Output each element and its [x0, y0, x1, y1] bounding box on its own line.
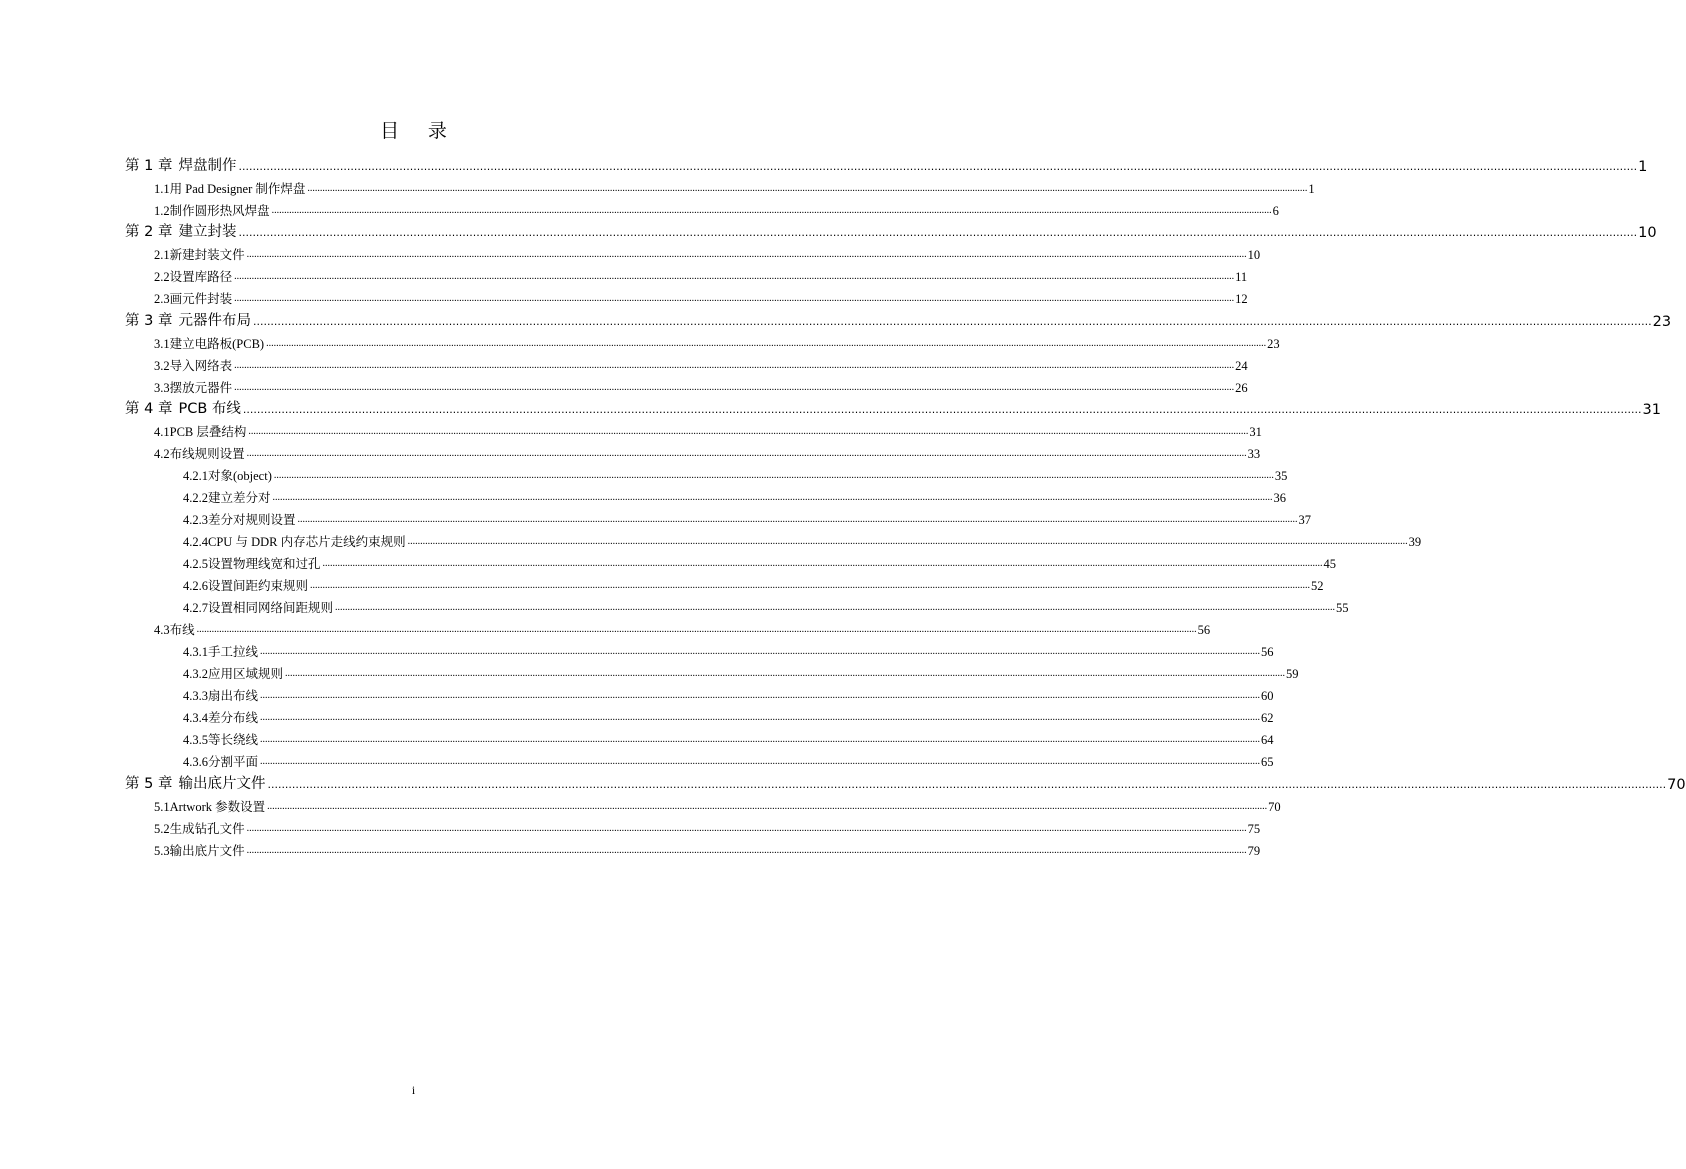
dot-leader: ................................................................................................................................................................................................................................................................................................................................................................................................................ — [260, 690, 1261, 701]
toc-entry-number: 4.3.2 — [183, 667, 208, 681]
toc-subsection-entry[interactable] — [125, 638, 1274, 660]
toc-subsection-entry[interactable] — [125, 550, 1337, 572]
dot-leader: ................................................................................................................................................................................................................................................................................................................................................................................................................ — [297, 514, 1298, 525]
toc-entry-page: 64 — [1261, 733, 1274, 747]
toc-entry-number: 4.1 — [154, 425, 170, 439]
dot-leader: ................................................................................................................................................................................................................................................................................................................................................................................................................ — [246, 844, 1247, 856]
toc-entry-page: 12 — [1235, 292, 1248, 306]
toc-entry-page: 62 — [1261, 711, 1274, 725]
toc-section-entry[interactable] — [125, 374, 1248, 396]
dot-leader: ................................................................................................................................................................................................................................................................................................................................................................................................................ — [248, 426, 1249, 437]
toc-subsection-entry[interactable] — [125, 572, 1324, 594]
toc-entry-number: 2.3 — [154, 292, 170, 306]
toc-entry-title: 导入网络表 — [169, 358, 233, 373]
toc-entry-number: 5.3 — [154, 843, 170, 858]
toc-entry-number: 第 3 章 — [125, 312, 173, 329]
toc-entry-page: 56 — [1197, 623, 1211, 637]
dot-leader: ................................................................................................................................................................................................................................................................................................................................................................................................................ — [238, 159, 1638, 173]
dot-leader: ................................................................................................................................................................................................................................................................................................................................................................................................................ — [234, 381, 1235, 393]
toc-entry-number: 4.2.5 — [183, 557, 208, 571]
toc-subsection-entry[interactable] — [125, 682, 1274, 704]
toc-entry-number: 5.1 — [154, 799, 170, 814]
toc-entry-page: 23 — [1652, 313, 1672, 330]
dot-leader: ................................................................................................................................................................................................................................................................................................................................................................................................................ — [246, 249, 1247, 260]
toc-entry-title: 设置物理线宽和过孔 — [208, 557, 321, 571]
table-of-contents — [125, 152, 1686, 859]
dot-leader: ................................................................................................................................................................................................................................................................................................................................................................................................................ — [407, 536, 1408, 547]
toc-section-entry[interactable] — [125, 197, 1279, 219]
page-title: 目 录 — [380, 121, 459, 142]
toc-entry-title: PCB 布线 — [178, 401, 241, 417]
toc-entry-title: 设置间距约束规则 — [208, 579, 309, 593]
toc-entry-page: 36 — [1273, 491, 1287, 505]
toc-section-entry[interactable] — [125, 352, 1248, 374]
toc-section-entry[interactable] — [125, 263, 1248, 285]
toc-entry-page: 33 — [1247, 447, 1261, 461]
toc-entry-page: 52 — [1311, 579, 1324, 593]
toc-subsection-entry[interactable] — [125, 726, 1274, 748]
toc-entry-title: CPU 与 DDR 内存芯片走线约束规则 — [208, 535, 406, 549]
dot-leader: ................................................................................................................................................................................................................................................................................................................................................................................................................ — [260, 712, 1261, 723]
toc-section-entry[interactable] — [125, 330, 1280, 352]
toc-entry-page: 59 — [1286, 667, 1299, 681]
page-number: i — [411, 1083, 416, 1097]
toc-entry-page: 37 — [1298, 513, 1312, 527]
toc-entry-number: 4.3 — [154, 623, 170, 637]
toc-section-entry[interactable] — [125, 815, 1261, 837]
toc-entry-page: 10 — [1638, 225, 1657, 241]
toc-entry-title: 设置相同网络间距规则 — [208, 601, 334, 615]
toc-entry-number: 4.3.3 — [183, 689, 208, 703]
toc-entry-title: 输出底片文件 — [178, 775, 266, 792]
toc-entry-title: 手工拉线 — [208, 645, 259, 659]
toc-entry-number: 4.3.6 — [183, 755, 208, 769]
toc-entry-title: 焊盘制作 — [178, 157, 237, 174]
toc-entry-number: 1.1 — [154, 181, 170, 196]
toc-entry-page: 11 — [1235, 270, 1248, 284]
toc-entry-title: 输出底片文件 — [169, 843, 245, 858]
dot-leader: ................................................................................................................................................................................................................................................................................................................................................................................................................ — [234, 293, 1235, 304]
toc-subsection-entry[interactable] — [125, 660, 1299, 682]
toc-entry-title: 设置库路径 — [169, 270, 233, 284]
toc-entry-title: Artwork 参数设置 — [169, 799, 266, 814]
toc-section-entry[interactable] — [125, 616, 1211, 638]
toc-entry-number: 5.2 — [154, 821, 170, 836]
toc-entry-title: 应用区域规则 — [208, 667, 284, 681]
toc-entry-page: 1 — [1308, 181, 1315, 196]
toc-section-entry[interactable] — [125, 285, 1248, 307]
toc-entry-page: 24 — [1235, 358, 1248, 373]
toc-entry-page: 35 — [1274, 469, 1288, 483]
toc-entry-page: 65 — [1261, 755, 1274, 769]
dot-leader: ................................................................................................................................................................................................................................................................................................................................................................................................................ — [196, 624, 1197, 635]
toc-entry-page: 6 — [1272, 203, 1279, 218]
toc-entry-number: 4.2.2 — [183, 491, 208, 505]
dot-leader: ................................................................................................................................................................................................................................................................................................................................................................................................................ — [242, 403, 1642, 416]
dot-leader: ................................................................................................................................................................................................................................................................................................................................................................................................................ — [260, 734, 1261, 745]
toc-entry-title: 建立封装 — [178, 224, 237, 240]
dot-leader: ................................................................................................................................................................................................................................................................................................................................................................................................................ — [260, 646, 1261, 657]
toc-entry-number: 4.2.4 — [183, 535, 208, 549]
toc-entry-page: 1 — [1638, 158, 1648, 175]
toc-entry-number: 4.3.1 — [183, 645, 208, 659]
toc-entry-page: 75 — [1247, 821, 1261, 836]
toc-entry-title: 生成钻孔文件 — [169, 821, 245, 836]
toc-entry-title: 扇出布线 — [208, 689, 259, 703]
toc-subsection-entry[interactable] — [125, 484, 1287, 506]
toc-entry-number: 1.2 — [154, 203, 170, 218]
toc-section-entry[interactable] — [125, 793, 1281, 815]
toc-entry-title: 分割平面 — [208, 755, 259, 769]
dot-leader: ................................................................................................................................................................................................................................................................................................................................................................................................................ — [252, 314, 1652, 328]
toc-entry-title: 布线 — [169, 623, 195, 637]
toc-entry-title: 对象(object) — [208, 469, 272, 483]
toc-entry-title: 差分对规则设置 — [208, 513, 296, 527]
toc-section-entry[interactable] — [125, 837, 1261, 859]
toc-entry-page: 60 — [1261, 689, 1274, 703]
dot-leader: ................................................................................................................................................................................................................................................................................................................................................................................................................ — [238, 226, 1638, 239]
dot-leader: ................................................................................................................................................................................................................................................................................................................................................................................................................ — [272, 492, 1273, 503]
toc-entry-number: 3.3 — [154, 380, 170, 395]
toc-subsection-entry[interactable] — [125, 704, 1274, 726]
toc-section-entry[interactable] — [125, 440, 1261, 462]
dot-leader: ................................................................................................................................................................................................................................................................................................................................................................................................................ — [335, 602, 1336, 613]
toc-chapter-entry[interactable] — [125, 307, 1672, 330]
toc-entry-number: 第 5 章 — [125, 775, 173, 792]
toc-subsection-entry[interactable] — [125, 748, 1274, 770]
dot-leader: ................................................................................................................................................................................................................................................................................................................................................................................................................ — [271, 204, 1272, 216]
toc-entry-title: 画元件封装 — [169, 292, 233, 306]
toc-entry-title: 摆放元器件 — [169, 380, 233, 395]
toc-entry-number: 4.3.4 — [183, 711, 208, 725]
dot-leader: ................................................................................................................................................................................................................................................................................................................................................................................................................ — [234, 359, 1235, 371]
toc-subsection-entry[interactable] — [125, 594, 1349, 616]
toc-entry-number: 3.2 — [154, 358, 170, 373]
toc-entry-page: 79 — [1247, 843, 1261, 858]
toc-entry-number: 4.2.7 — [183, 601, 208, 615]
toc-subsection-entry[interactable] — [125, 528, 1422, 550]
dot-leader: ................................................................................................................................................................................................................................................................................................................................................................................................................ — [322, 558, 1323, 569]
toc-entry-page: 10 — [1247, 248, 1261, 262]
toc-chapter-entry[interactable] — [125, 770, 1686, 793]
toc-entry-title: 差分布线 — [208, 711, 259, 725]
toc-section-entry[interactable] — [125, 175, 1315, 197]
toc-chapter-entry[interactable] — [125, 152, 1648, 175]
toc-entry-page: 70 — [1667, 776, 1686, 793]
toc-entry-page: 31 — [1642, 402, 1661, 418]
toc-subsection-entry[interactable] — [125, 506, 1312, 528]
toc-section-entry[interactable] — [125, 418, 1262, 440]
toc-entry-page: 23 — [1267, 336, 1280, 351]
toc-entry-number: 第 1 章 — [125, 157, 173, 174]
toc-entry-number: 4.2.1 — [183, 469, 208, 483]
toc-entry-page: 70 — [1268, 799, 1281, 814]
toc-entry-number: 4.2 — [154, 447, 170, 461]
toc-chapter-entry[interactable] — [125, 396, 1661, 419]
toc-entry-title: 布线规则设置 — [169, 447, 245, 461]
dot-leader: ................................................................................................................................................................................................................................................................................................................................................................................................................ — [266, 337, 1267, 349]
toc-entry-number: 2.2 — [154, 270, 170, 284]
dot-leader: ................................................................................................................................................................................................................................................................................................................................................................................................................ — [267, 777, 1667, 791]
toc-entry-title: PCB 层叠结构 — [169, 425, 247, 439]
toc-subsection-entry[interactable] — [125, 462, 1288, 484]
dot-leader: ................................................................................................................................................................................................................................................................................................................................................................................................................ — [246, 822, 1247, 834]
toc-entry-title: 用 Pad Designer 制作焊盘 — [169, 181, 306, 196]
toc-section-entry[interactable] — [125, 241, 1261, 263]
toc-entry-number: 第 4 章 — [125, 401, 173, 417]
toc-entry-title: 等长绕线 — [208, 733, 259, 747]
toc-entry-page: 55 — [1336, 601, 1349, 615]
dot-leader: ................................................................................................................................................................................................................................................................................................................................................................................................................ — [310, 580, 1311, 591]
toc-entry-title: 建立电路板(PCB) — [169, 336, 265, 351]
toc-entry-number: 第 2 章 — [125, 224, 173, 240]
toc-entry-title: 元器件布局 — [178, 312, 251, 329]
toc-entry-number: 3.1 — [154, 336, 170, 351]
toc-entry-page: 56 — [1261, 645, 1274, 659]
toc-entry-page: 39 — [1408, 535, 1422, 549]
toc-entry-number: 4.2.3 — [183, 513, 208, 527]
dot-leader: ................................................................................................................................................................................................................................................................................................................................................................................................................ — [234, 271, 1235, 282]
toc-entry-number: 4.2.6 — [183, 579, 208, 593]
dot-leader: ................................................................................................................................................................................................................................................................................................................................................................................................................ — [285, 668, 1286, 679]
toc-entry-number: 2.1 — [154, 248, 170, 262]
toc-chapter-entry[interactable] — [125, 219, 1657, 242]
toc-entry-title: 新建封装文件 — [169, 248, 245, 262]
dot-leader: ................................................................................................................................................................................................................................................................................................................................................................................................................ — [246, 448, 1247, 459]
toc-entry-page: 45 — [1323, 557, 1337, 571]
dot-leader: ................................................................................................................................................................................................................................................................................................................................................................................................................ — [260, 756, 1261, 767]
dot-leader: ................................................................................................................................................................................................................................................................................................................................................................................................................ — [267, 800, 1268, 812]
toc-entry-number: 4.3.5 — [183, 733, 208, 747]
toc-entry-page: 31 — [1249, 425, 1262, 439]
toc-entry-page: 26 — [1235, 380, 1248, 395]
dot-leader: ................................................................................................................................................................................................................................................................................................................................................................................................................ — [273, 470, 1274, 481]
toc-entry-title: 制作圆形热风焊盘 — [169, 203, 270, 218]
dot-leader: ................................................................................................................................................................................................................................................................................................................................................................................................................ — [307, 182, 1308, 194]
toc-entry-title: 建立差分对 — [208, 491, 271, 505]
